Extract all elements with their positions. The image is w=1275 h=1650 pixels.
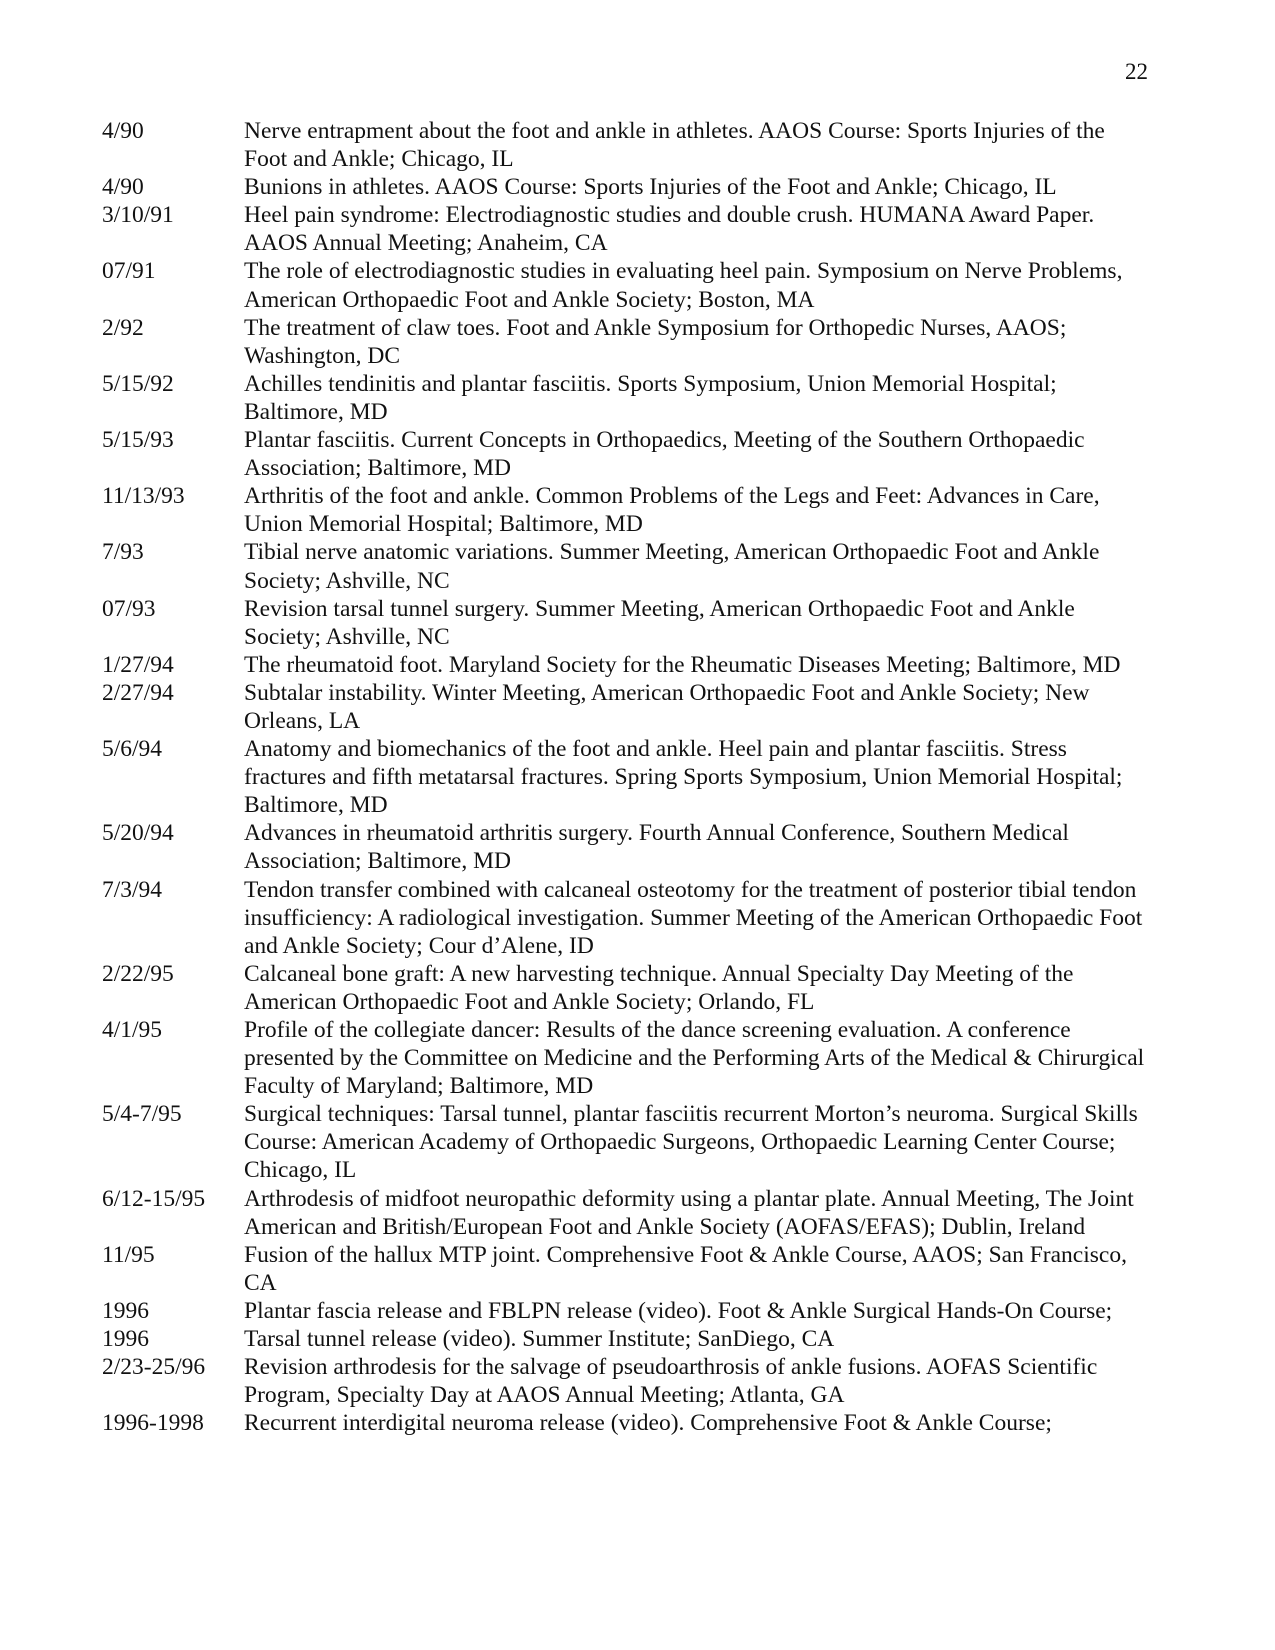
- list-item: [102, 201, 1152, 257]
- entry-description: Profile of the collegiate dancer: Results of the dance screening evaluation. A conference presented by the Committee on Medicine and the Performing Arts of the Medical & Chirurgical Faculty of Maryland; Baltimore, MD: [244, 1017, 1145, 1100]
- entry-date: 11/13/93: [102, 483, 185, 510]
- list-item: [102, 595, 1152, 651]
- entry-description: Recurrent interdigital neuroma release (video). Comprehensive Foot & Ankle Course;: [244, 1410, 1052, 1437]
- entry-description: Calcaneal bone graft: A new harvesting technique. Annual Specialty Day Meeting of the American Orthopaedic Foot and Ankle Society; Orlando, FL: [244, 960, 1074, 1015]
- entry-description: Plantar fasciitis. Current Concepts in Orthopaedics, Meeting of the Southern Orthopaedic Association; Baltimore, MD: [244, 427, 1085, 482]
- entry-description: Plantar fascia release and FBLPN release (video). Foot & Ankle Surgical Hands-On Course;: [244, 1297, 1113, 1324]
- entry-date: 3/10/91: [102, 202, 174, 229]
- entry-date: 4/90: [102, 174, 144, 201]
- entry-date: 2/22/95: [102, 960, 174, 987]
- list-item: [102, 1016, 1152, 1100]
- page-number: 22: [1125, 59, 1148, 84]
- list-item: [102, 735, 1152, 819]
- entry-date: 07/91: [102, 258, 156, 285]
- entry-description: Tibial nerve anatomic variations. Summer Meeting, American Orthopaedic Foot and Ankle Society; Ashville, NC: [244, 539, 1100, 594]
- entry-date: 7/93: [102, 539, 144, 566]
- list-item: [102, 426, 1152, 482]
- entry-description: Tendon transfer combined with calcaneal osteotomy for the treatment of posterior tibial tendon insufficiency: A radiological investigation. Summer Meeting of the American Orthopaedic Foot and Ankle Society; Cour d’Alene, ID: [244, 876, 1143, 959]
- list-item: [102, 679, 1152, 735]
- list-item: [102, 1409, 1152, 1437]
- entry-date: 2/23-25/96: [102, 1354, 206, 1381]
- entry-description: Surgical techniques: Tarsal tunnel, plantar fasciitis recurrent Morton’s neuroma. Surgical Skills Course: American Academy of Orthopaedic Surgeons, Orthopaedic Learning Center Course; Chicago, IL: [244, 1101, 1138, 1184]
- entry-description: Bunions in athletes. AAOS Course: Sports Injuries of the Foot and Ankle; Chicago, IL: [244, 174, 1057, 201]
- list-item: [102, 1185, 1152, 1241]
- entry-date: 1996: [102, 1326, 149, 1353]
- entry-description: The role of electrodiagnostic studies in evaluating heel pain. Symposium on Nerve Problems, American Orthopaedic Foot and Ankle Society; Boston, MA: [244, 258, 1123, 313]
- entry-date: 7/3/94: [102, 876, 163, 903]
- list-item: [102, 876, 1152, 960]
- entry-date: 4/1/95: [102, 1017, 163, 1043]
- entry-date: 5/15/93: [102, 427, 174, 454]
- list-item: [102, 117, 1152, 173]
- entry-date: 11/95: [102, 1241, 155, 1268]
- entry-description: Revision tarsal tunnel surgery. Summer Meeting, American Orthopaedic Foot and Ankle Society; Ashville, NC: [244, 595, 1075, 650]
- list-item: [102, 1325, 1152, 1353]
- entry-description: Anatomy and biomechanics of the foot and ankle. Heel pain and plantar fasciitis. Stress fractures and fifth metatarsal fractures. Spring Sports Symposium, Union Memorial Hospital; Baltimore, MD: [244, 736, 1123, 819]
- list-item: [102, 314, 1152, 370]
- entry-description: Arthrodesis of midfoot neuropathic deformity using a plantar plate. Annual Meeting, The Joint American and British/European Foot and Ankle Society (AOFAS/EFAS); Dublin, Ireland: [244, 1185, 1134, 1240]
- entry-description: Heel pain syndrome: Electrodiagnostic studies and double crush. HUMANA Award Paper. AAOS Annual Meeting; Anaheim, CA: [244, 202, 1095, 257]
- entry-date: 6/12-15/95: [102, 1185, 206, 1212]
- list-item: [102, 1353, 1152, 1409]
- entry-description: Nerve entrapment about the foot and ankle in athletes. AAOS Course: Sports Injuries of the Foot and Ankle; Chicago, IL: [244, 118, 1105, 173]
- entry-description: Achilles tendinitis and plantar fasciitis. Sports Symposium, Union Memorial Hospital; Baltimore, MD: [244, 370, 1057, 425]
- entry-date: 5/4-7/95: [102, 1101, 182, 1128]
- list-item: [102, 960, 1152, 1016]
- entry-date: 07/93: [102, 595, 156, 622]
- entry-date: 5/6/94: [102, 736, 163, 763]
- entry-description: Arthritis of the foot and ankle. Common Problems of the Legs and Feet: Advances in Care, Union Memorial Hospital; Baltimore, MD: [244, 483, 1100, 538]
- entry-description: Advances in rheumatoid arthritis surgery. Fourth Annual Conference, Southern Medical Association; Baltimore, MD: [244, 820, 1069, 875]
- entry-date: 2/92: [102, 314, 144, 341]
- entry-date: 1996: [102, 1297, 149, 1324]
- list-item: [102, 482, 1152, 538]
- entry-description: Fusion of the hallux MTP joint. Comprehensive Foot & Ankle Course, AAOS; San Francisco, CA: [244, 1241, 1127, 1296]
- entry-description: Subtalar instability. Winter Meeting, American Orthopaedic Foot and Ankle Society; New Orleans, LA: [244, 679, 1090, 734]
- entry-description: The rheumatoid foot. Maryland Society for the Rheumatic Diseases Meeting; Baltimore, MD: [244, 651, 1121, 678]
- entry-date: 4/90: [102, 118, 144, 144]
- list-item: [102, 651, 1152, 679]
- entry-date: 2/27/94: [102, 679, 174, 706]
- list-item: [102, 1297, 1152, 1325]
- entry-description: Revision arthrodesis for the salvage of pseudoarthrosis of ankle fusions. AOFAS Scientific Program, Specialty Day at AAOS Annual Meeting; Atlanta, GA: [244, 1354, 1098, 1409]
- entry-date: 1/27/94: [102, 651, 174, 678]
- list-item: [102, 538, 1152, 594]
- list-item: [102, 173, 1152, 201]
- entry-description: Tarsal tunnel release (video). Summer Institute; SanDiego, CA: [244, 1326, 835, 1353]
- entry-description: The treatment of claw toes. Foot and Ankle Symposium for Orthopedic Nurses, AAOS; Washington, DC: [244, 314, 1067, 369]
- list-item: [102, 819, 1152, 875]
- entry-date: 5/15/92: [102, 370, 174, 397]
- presentation-list: [102, 117, 1152, 1437]
- list-item: [102, 370, 1152, 426]
- list-item: [102, 1241, 1152, 1297]
- entry-date: 5/20/94: [102, 820, 174, 847]
- entry-date: 1996-1998: [102, 1410, 204, 1437]
- list-item: [102, 1100, 1152, 1184]
- list-item: [102, 257, 1152, 313]
